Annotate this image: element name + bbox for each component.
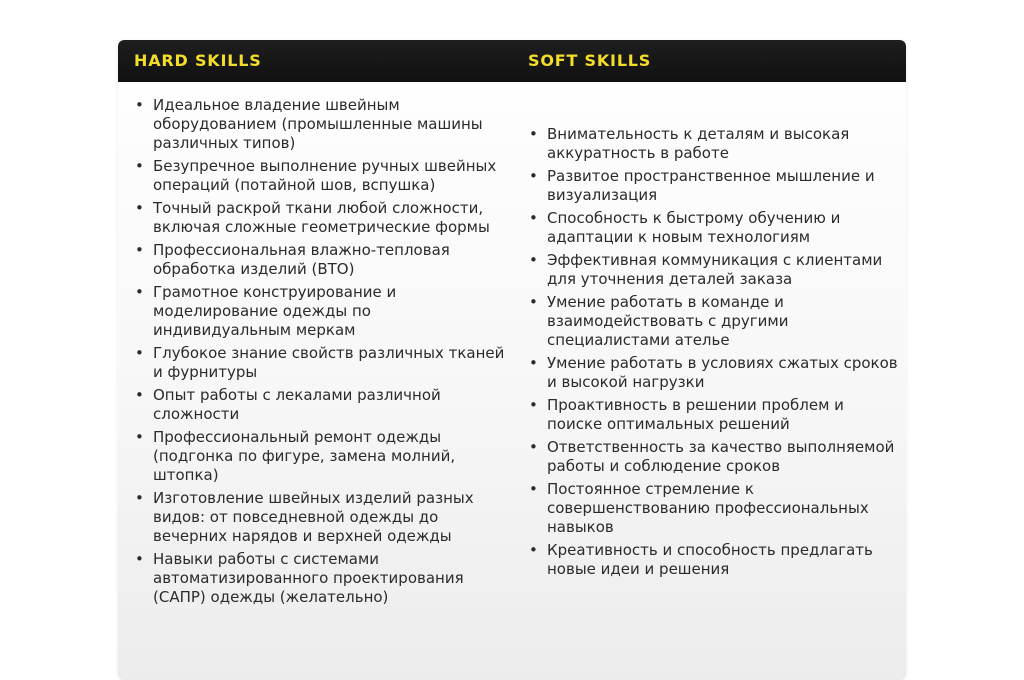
- hard-skills-list: [135, 96, 505, 611]
- hard-skill-item: [135, 199, 505, 237]
- bullet-icon: •: [529, 438, 538, 456]
- hard-skill-text: Изготовление швейных изделий разных видов: от повседневной одежды до вечерних нарядов и верхней одежды: [153, 489, 474, 545]
- soft-skill-item: [529, 541, 899, 579]
- hard-skill-item: [135, 428, 505, 485]
- bullet-icon: •: [529, 251, 538, 269]
- bullet-icon: •: [135, 428, 144, 446]
- soft-skill-text: Умение работать в команде и взаимодействовать с другими специалистами ателье: [547, 293, 789, 349]
- hard-skill-text: Профессиональная влажно-тепловая обработка изделий (ВТО): [153, 241, 450, 278]
- hard-skill-item: [135, 157, 505, 195]
- bullet-icon: •: [529, 167, 538, 185]
- skills-table: [118, 40, 906, 680]
- hard-skill-item: [135, 344, 505, 382]
- soft-skill-text: Внимательность к деталям и высокая аккуратность в работе: [547, 125, 850, 162]
- soft-skill-text: Умение работать в условиях сжатых сроков и высокой нагрузки: [547, 354, 898, 391]
- soft-skills-list: [529, 125, 899, 583]
- hard-skill-text: Идеальное владение швейным оборудованием (промышленные машины различных типов): [153, 96, 483, 152]
- hard-skill-item: [135, 241, 505, 279]
- soft-skill-item: [529, 209, 899, 247]
- bullet-icon: •: [135, 96, 144, 114]
- bullet-icon: •: [135, 283, 144, 301]
- soft-skill-text: Постоянное стремление к совершенствованию профессиональных навыков: [547, 480, 869, 536]
- hard-skill-item: [135, 550, 505, 607]
- bullet-icon: •: [529, 396, 538, 414]
- hard-skill-text: Опыт работы с лекалами различной сложности: [153, 386, 441, 423]
- soft-skill-item: [529, 438, 899, 476]
- soft-skills-heading: SOFT SKILLS: [528, 51, 652, 70]
- hard-skill-item: [135, 283, 505, 340]
- soft-skill-item: [529, 293, 899, 350]
- soft-skill-text: Развитое пространственное мышление и визуализация: [547, 167, 875, 204]
- soft-skill-text: Ответственность за качество выполняемой работы и соблюдение сроков: [547, 438, 895, 475]
- soft-skill-item: [529, 480, 899, 537]
- soft-skill-text: Способность к быстрому обучению и адаптации к новым технологиям: [547, 209, 841, 246]
- bullet-icon: •: [135, 489, 144, 507]
- bullet-icon: •: [529, 293, 538, 311]
- hard-skill-text: Профессиональный ремонт одежды (подгонка по фигуре, замена молний, штопка): [153, 428, 456, 484]
- bullet-icon: •: [135, 550, 144, 568]
- bullet-icon: •: [135, 157, 144, 175]
- hard-skill-text: Глубокое знание свойств различных тканей и фурнитуры: [153, 344, 505, 381]
- soft-skill-item: [529, 251, 899, 289]
- hard-skill-item: [135, 386, 505, 424]
- soft-skill-item: [529, 396, 899, 434]
- soft-skill-item: [529, 354, 899, 392]
- soft-skill-text: Креативность и способность предлагать новые идеи и решения: [547, 541, 873, 578]
- bullet-icon: •: [135, 241, 144, 259]
- hard-skill-item: [135, 489, 505, 546]
- bullet-icon: •: [529, 209, 538, 227]
- bullet-icon: •: [529, 480, 538, 498]
- soft-skill-item: [529, 125, 899, 163]
- bullet-icon: •: [135, 199, 144, 217]
- hard-skills-heading: HARD SKILLS: [134, 51, 262, 70]
- soft-skill-text: Эффективная коммуникация с клиентами для уточнения деталей заказа: [547, 251, 883, 288]
- bullet-icon: •: [529, 125, 538, 143]
- soft-skill-text: Проактивность в решении проблем и поиске оптимальных решений: [547, 396, 844, 433]
- hard-skill-text: Безупречное выполнение ручных швейных операций (потайной шов, вспушка): [153, 157, 497, 194]
- table-header: [118, 40, 906, 82]
- bullet-icon: •: [135, 386, 144, 404]
- bullet-icon: •: [529, 541, 538, 559]
- soft-skill-item: [529, 167, 899, 205]
- bullet-icon: •: [529, 354, 538, 372]
- bullet-icon: •: [135, 344, 144, 362]
- hard-skill-text: Грамотное конструирование и моделирование одежды по индивидуальным меркам: [153, 283, 397, 339]
- hard-skill-text: Навыки работы с системами автоматизированного проектирования (САПР) одежды (желательно): [153, 550, 464, 606]
- hard-skill-item: [135, 96, 505, 153]
- hard-skill-text: Точный раскрой ткани любой сложности, включая сложные геометрические формы: [153, 199, 490, 236]
